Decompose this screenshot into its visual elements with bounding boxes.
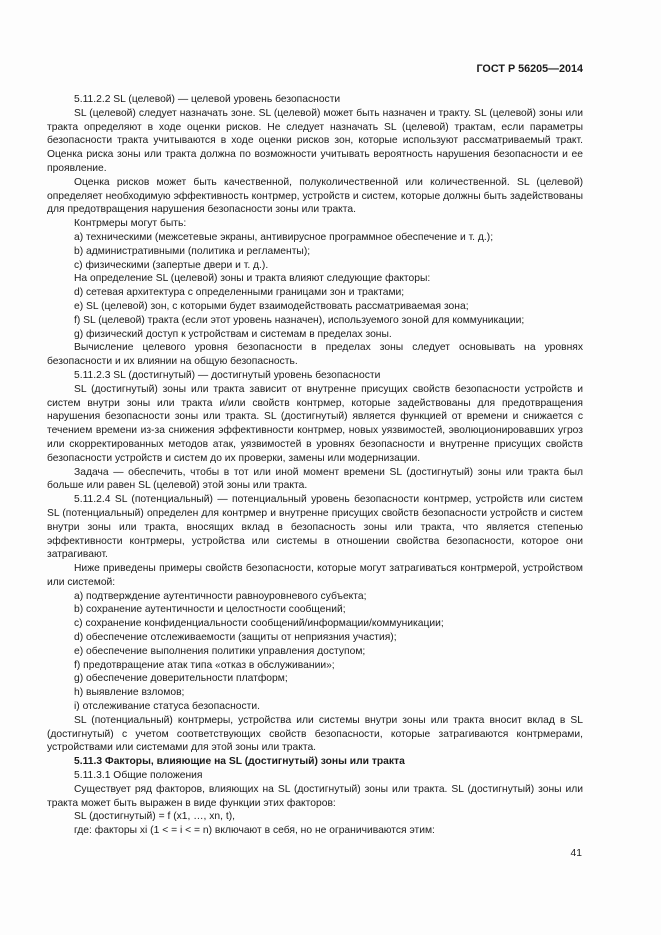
list-item: d) сетевая архитектура с определенными границами зон и трактами; (74, 287, 405, 299)
paragraph: 5.11.2.4 SL (потенциальный) — потенциальный уровень безопасности контрмер, устройств или систем SL (потенциальный) определен для контрмер и внутренне присущих свойств безопасности устройств и систем внутри зоны или тракта, вносящих вклад в безопасность зоны или тракта, что является степенью эффективности контрмеры, устройства или системы в отношении свойства безопасности, которое они затрагивают. (47, 494, 583, 561)
list-item: с) физическими (запертые двери и т. д.). (74, 259, 269, 271)
list-item: f) SL (целевой) тракта (если этот уровень назначен), используемого зоной для коммуникации; (74, 314, 525, 326)
document-body (47, 93, 583, 838)
list-item: b) сохранение аутентичности и целостности сообщений; (74, 604, 346, 616)
page-number: 41 (570, 848, 582, 859)
list-item: i) отслеживание статуса безопасности. (74, 701, 260, 713)
list-item: а) техническими (межсетевые экраны, антивирусное программное обеспечение и т. д.); (74, 231, 494, 243)
list-item: а) подтверждение аутентичности равноуровневого субъекта; (74, 590, 367, 602)
paragraph: где: факторы xi (1 < = i < = n) включают в себя, но не ограничиваются этим: (74, 825, 435, 837)
paragraph: SL (достигнутый) зоны или тракта зависит от внутренне присущих свойств безопасности устройств и систем внутри зоны или тракта и/или свойств контрмер, которые задействованы для предотвращения нарушения безопасности зоны или тракта. SL (достигнутый) является функцией от времени и снижается с течением времени из-за снижения эффективности контрмер, новых уязвимостей, эволюционировавших угроз или скорректированных методов атак, уязвимостей в уровнях безопасности и внутренне присущих свойств безопасности устройств и систем до их проверки, замены или модернизации. (47, 383, 583, 464)
list-item: е) обеспечение выполнения политики управления доступом; (74, 645, 366, 657)
paragraph: Оценка рисков может быть качественной, полуколичественной или количественной. SL (целевой) определяет необходимую эффективность контрмер, устройств и систем, которые должны быть задействованы для предотвращения нарушения безопасности зоны или тракта. (47, 176, 583, 216)
paragraph: Вычисление целевого уровня безопасности в пределах зоны следует основывать на уровнях безопасности и их влиянии на общую безопасность. (47, 342, 583, 368)
paragraph: Существует ряд факторов, влияющих на SL (достигнутый) зоны или тракта. SL (достигнутый) зоны или тракта может быть выражен в виде функции этих факторов: (47, 783, 583, 809)
paragraph: SL (потенциальный) контрмеры, устройства или системы внутри зоны или тракта вносит вклад в SL (достигнутый) с учетом соответствующих свойств безопасности, которые затрагиваются контрмерами, устройствами или системами для этой зоны или тракта. (47, 714, 583, 754)
paragraph: 5.11.2.3 SL (достигнутый) — достигнутый уровень безопасности (74, 369, 381, 381)
list-item: d) обеспечение отслеживаемости (защиты от неприязния участия); (74, 632, 397, 644)
paragraph: 5.11.3.1 Общие положения (74, 770, 203, 782)
paragraph: Задача — обеспечить, чтобы в тот или иной момент времени SL (достигнутый) зоны или тракта был больше или равен SL (целевой) этой зоны или тракта. (47, 466, 583, 492)
paragraph: SL (достигнутый) = f (x1, …, xn, t), (74, 811, 235, 823)
list-item: g) обеспечение доверительности платформ; (74, 673, 288, 685)
paragraph: Ниже приведены примеры свойств безопасности, которые могут затрагиваться контрмерой, устройством или системой: (47, 563, 583, 588)
list-item: b) административными (политика и регламенты); (74, 245, 311, 257)
paragraph: 5.11.2.2 SL (целевой) — целевой уровень безопасности (74, 94, 341, 105)
section-heading: 5.11.3 Факторы, влияющие на SL (достигнутый) зоны или тракта (74, 756, 405, 768)
standard-header: ГОСТ Р 56205—2014 (476, 63, 583, 75)
list-item: f) предотвращение атак типа «отказ в обслуживании»; (74, 659, 335, 671)
paragraph: SL (целевой) следует назначать зоне. SL (целевой) может быть назначен и тракту. SL (целевой) зоны или тракта определяют в ходе оценки рисков. Не следует назначать SL (целевой) трактам, если параметры безопасности тракта учитываются в ходе оценки рисков зон, которые используют рассматриваемый тракт. Оценка риска зоны или тракта должна по возможности учитывать вероятность нарушения безопасности и ее проявление. (47, 107, 583, 174)
list-item: h) выявление взломов; (74, 687, 185, 699)
list-item: g) физический доступ к устройствам и системам в пределах зоны. (74, 328, 392, 340)
list-item: е) SL (целевой) зон, с которыми будет взаимодействовать рассматриваемая зона; (74, 300, 469, 312)
paragraph: На определение SL (целевой) зоны и тракта влияют следующие факторы: (74, 273, 431, 285)
list-item: с) сохранение конфиденциальности сообщений/информации/коммуникации; (74, 618, 444, 630)
paragraph: Контрмеры могут быть: (74, 218, 187, 230)
